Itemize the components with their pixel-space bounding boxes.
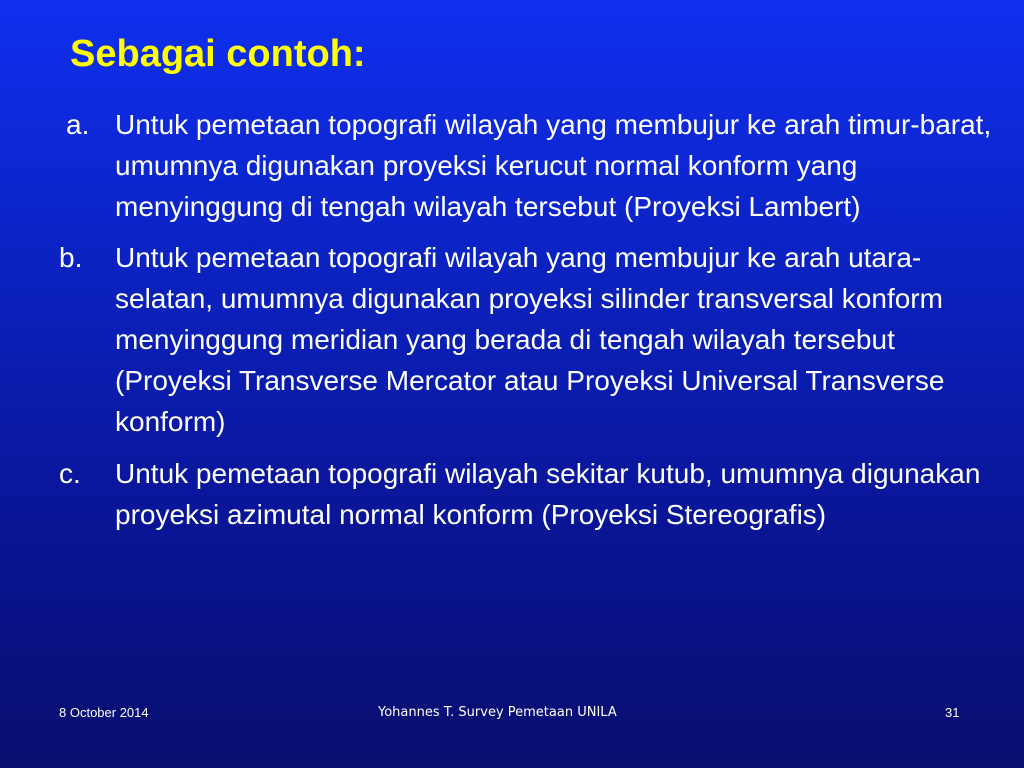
list-item-b (57, 237, 997, 442)
page-number: 31 (945, 705, 960, 720)
list-marker-c: c. (59, 458, 81, 489)
list-text-a: Untuk pemetaan topografi wilayah yang membujur ke arah timur-barat, umumnya digunakan proyeksi kerucut normal konform yang menyinggung di tengah wilayah tersebut (Proyeksi Lambert) (115, 109, 992, 222)
footer-author: Yohannes T. Survey Pemetaan UNILA (378, 705, 617, 720)
list-marker-a: a. (66, 109, 90, 140)
slide-title: Sebagai contoh: (70, 33, 366, 75)
list-marker-b: b. (59, 242, 83, 273)
list-item-c (57, 453, 997, 535)
list-item-a (57, 104, 997, 227)
list-text-c: Untuk pemetaan topografi wilayah sekitar kutub, umumnya digunakan proyeksi azimutal normal konform (Proyeksi Stereografis) (115, 458, 981, 530)
footer-date: 8 October 2014 (59, 705, 149, 720)
example-list (57, 104, 997, 535)
list-text-b: Untuk pemetaan topografi wilayah yang membujur ke arah utara-selatan, umumnya digunakan proyeksi silinder transversal konform menyinggung meridian yang berada di tengah wilayah tersebut (Proyeksi Transverse Mercator atau Proyeksi Universal Transverse konform) (115, 242, 945, 437)
